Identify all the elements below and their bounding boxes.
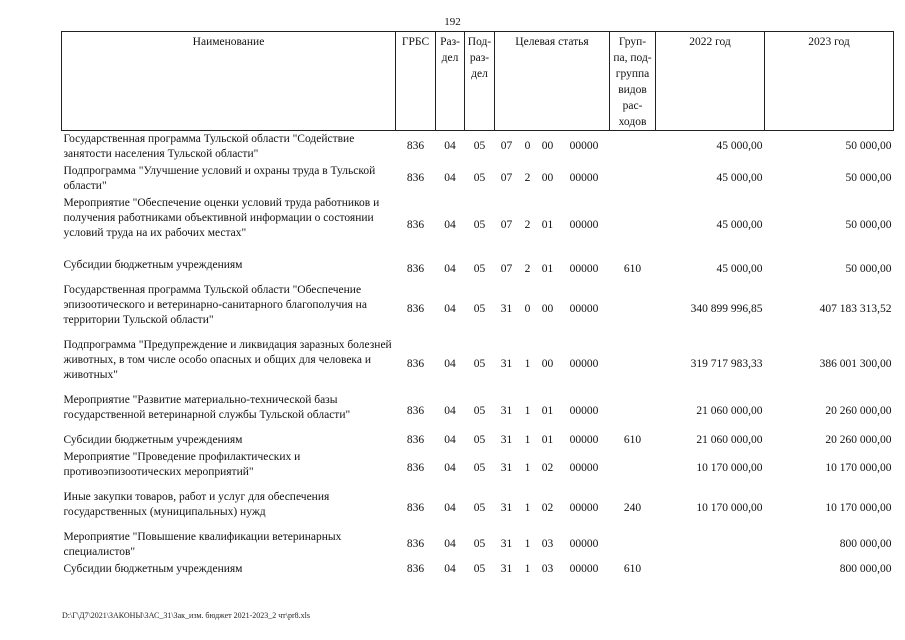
cell-target-program: 31 [500, 462, 513, 474]
cell-podrazdel: 05 [473, 357, 486, 370]
file-path-footer: D:\Г\Д7\2021\ЗАКОНЫ\ЗАС_31\Зак_изм. бюджет 2021-2023_2 чт\pr8.xls [62, 611, 311, 620]
cell-target-subprogram: 2 [524, 262, 531, 275]
cell-expense-group: 610 [623, 562, 642, 575]
cell-target-program: 31 [500, 562, 513, 575]
cell-target-measure: 01 [541, 219, 554, 231]
cell-target-subprogram: 1 [524, 405, 531, 417]
cell-2023: 50 000,00 [845, 219, 892, 231]
table-row [62, 489, 894, 529]
cell-grbs: 836 [406, 219, 425, 231]
header-group [610, 32, 656, 131]
table-body [62, 131, 894, 578]
cell-target-direction: 00000 [569, 502, 599, 514]
cell-name: Подпрограмма "Улучшение условий и охраны труда в Тульской области" [63, 164, 376, 192]
cell-target-subprogram: 1 [524, 433, 531, 446]
cell-2023: 386 001 300,00 [819, 357, 892, 370]
table-row [62, 529, 894, 561]
cell-razdel: 04 [444, 140, 456, 153]
cell-2023: 800 000,00 [839, 562, 892, 575]
cell-grbs: 836 [406, 405, 425, 417]
cell-podrazdel: 05 [473, 462, 486, 474]
cell-grbs: 836 [406, 433, 425, 446]
cell-expense-group [610, 449, 656, 489]
cell-target-direction: 00000 [569, 219, 599, 231]
cell-2022: 45 000,00 [716, 262, 763, 275]
cell-expense-group [610, 337, 656, 392]
table-row [62, 257, 894, 282]
table-row [62, 195, 894, 257]
cell-target-measure: 01 [541, 433, 554, 446]
table-row [62, 561, 894, 578]
cell-target-subprogram: 1 [524, 538, 531, 550]
cell-2022: 21 060 000,00 [696, 405, 763, 417]
cell-podrazdel: 05 [473, 219, 486, 231]
cell-target-subprogram: 1 [524, 562, 531, 575]
cell-target-direction: 00000 [569, 262, 599, 275]
cell-2023: 50 000,00 [845, 172, 892, 184]
cell-target-measure: 01 [541, 262, 554, 275]
cell-2022: 340 899 996,85 [690, 302, 763, 315]
header-razdel-text: Раз- дел [440, 36, 460, 64]
cell-target-direction: 00000 [569, 405, 599, 417]
cell-podrazdel: 05 [473, 405, 486, 417]
cell-target-program: 31 [500, 433, 513, 446]
header-2023: 2023 год [765, 32, 894, 131]
cell-target-measure: 00 [541, 140, 554, 153]
cell-grbs: 836 [406, 502, 425, 514]
cell-target-program: 07 [500, 140, 513, 153]
cell-razdel: 04 [444, 172, 456, 184]
header-target: Целевая статья [495, 32, 610, 131]
table-row [62, 131, 894, 163]
cell-name: Субсидии бюджетным учреждениям [63, 258, 243, 271]
cell-target-program: 31 [500, 538, 513, 550]
cell-target-subprogram: 2 [524, 219, 531, 231]
cell-name: Государственная программа Тульской области "Обеспечение эпизоотического и ветеринарно-санитарного благополучия на территории Тульской области" [63, 283, 367, 326]
cell-grbs: 836 [406, 357, 425, 370]
cell-name: Иные закупки товаров, работ и услуг для обеспечения государственных (муниципальных) нужд [63, 490, 330, 518]
cell-target-direction: 00000 [569, 538, 599, 550]
cell-podrazdel: 05 [473, 302, 486, 315]
cell-razdel: 04 [444, 502, 456, 514]
cell-expense-group [610, 282, 656, 337]
header-podrazdel-text: Под- раз- дел [467, 36, 492, 80]
cell-razdel: 04 [444, 405, 456, 417]
table-row [62, 163, 894, 195]
budget-table [61, 31, 894, 578]
cell-podrazdel: 05 [473, 172, 486, 184]
cell-grbs: 836 [406, 538, 425, 550]
cell-podrazdel: 05 [473, 502, 486, 514]
cell-2023: 50 000,00 [845, 262, 892, 275]
cell-target-direction: 00000 [569, 433, 599, 446]
cell-2022 [656, 561, 765, 578]
cell-razdel: 04 [444, 302, 456, 315]
cell-target-measure: 03 [541, 562, 554, 575]
cell-grbs: 836 [406, 140, 425, 153]
cell-2023: 20 260 000,00 [825, 433, 892, 446]
cell-target-program: 31 [500, 302, 513, 315]
cell-target-measure: 00 [541, 302, 554, 315]
cell-2022 [656, 529, 765, 561]
cell-expense-group [610, 529, 656, 561]
cell-name: Мероприятие "Развитие материально-технической базы государственной ветеринарной службы Тульской области" [63, 393, 351, 421]
cell-grbs: 836 [406, 262, 425, 275]
cell-target-measure: 01 [541, 405, 554, 417]
cell-target-subprogram: 1 [524, 462, 531, 474]
table-row [62, 337, 894, 392]
header-grbs: ГРБС [396, 32, 436, 131]
table-header-row [62, 32, 894, 131]
cell-2023: 10 170 000,00 [825, 502, 892, 514]
cell-name: Мероприятие "Проведение профилактических и противоэпизоотических мероприятий" [63, 450, 301, 478]
cell-2023: 407 183 313,52 [819, 302, 892, 315]
cell-expense-group: 610 [623, 262, 642, 275]
cell-razdel: 04 [444, 538, 456, 550]
header-2022: 2022 год [656, 32, 765, 131]
cell-name: Субсидии бюджетным учреждениям [63, 562, 243, 575]
cell-target-subprogram: 1 [524, 357, 531, 370]
header-group-text: Груп- па, под- группа видов рас- ходов [613, 36, 652, 128]
cell-razdel: 04 [444, 562, 456, 575]
cell-2022: 45 000,00 [716, 172, 763, 184]
cell-grbs: 836 [406, 302, 425, 315]
cell-podrazdel: 05 [473, 140, 486, 153]
cell-target-direction: 00000 [569, 562, 599, 575]
cell-target-direction: 00000 [569, 172, 599, 184]
cell-2022: 319 717 983,33 [690, 357, 763, 370]
cell-target-program: 07 [500, 219, 513, 231]
table-row [62, 392, 894, 432]
header-podrazdel [465, 32, 495, 131]
cell-expense-group [610, 195, 656, 257]
cell-2023: 20 260 000,00 [825, 405, 892, 417]
table-row [62, 432, 894, 449]
cell-target-measure: 00 [541, 172, 554, 184]
cell-target-measure: 03 [541, 538, 554, 550]
cell-target-direction: 00000 [569, 302, 599, 315]
cell-target-subprogram: 0 [524, 302, 531, 315]
cell-2022: 45 000,00 [716, 140, 763, 153]
cell-podrazdel: 05 [473, 538, 486, 550]
cell-grbs: 836 [406, 462, 425, 474]
cell-target-direction: 00000 [569, 140, 599, 153]
cell-2023: 10 170 000,00 [825, 462, 892, 474]
cell-razdel: 04 [444, 357, 456, 370]
table-row [62, 282, 894, 337]
cell-expense-group [610, 392, 656, 432]
page-number: 192 [444, 16, 461, 28]
cell-target-measure: 02 [541, 502, 554, 514]
cell-razdel: 04 [444, 219, 456, 231]
cell-name: Государственная программа Тульской области "Содействие занятости населения Тульской области" [63, 133, 355, 160]
cell-expense-group: 610 [623, 433, 642, 446]
cell-target-subprogram: 2 [524, 172, 531, 184]
cell-target-subprogram: 0 [524, 140, 531, 153]
cell-target-subprogram: 1 [524, 502, 531, 514]
cell-podrazdel: 05 [473, 433, 486, 446]
cell-razdel: 04 [444, 433, 456, 446]
cell-target-program: 31 [500, 405, 513, 417]
cell-podrazdel: 05 [473, 262, 486, 275]
table-row [62, 449, 894, 489]
cell-expense-group: 240 [623, 502, 642, 514]
cell-razdel: 04 [444, 462, 456, 474]
cell-target-program: 31 [500, 502, 513, 514]
cell-2023: 800 000,00 [839, 538, 892, 550]
cell-grbs: 836 [406, 562, 425, 575]
header-name: Наименование [62, 32, 396, 131]
cell-grbs: 836 [406, 172, 425, 184]
cell-target-measure: 00 [541, 357, 554, 370]
cell-expense-group [610, 131, 656, 163]
cell-name: Мероприятие "Обеспечение оценки условий труда работников и получения работниками объективной информации о состоянии условий труда на их рабочих местах" [63, 196, 380, 239]
cell-target-direction: 00000 [569, 357, 599, 370]
cell-target-direction: 00000 [569, 462, 599, 474]
cell-name: Субсидии бюджетным учреждениям [63, 433, 243, 446]
cell-razdel: 04 [444, 262, 456, 275]
cell-target-measure: 02 [541, 462, 554, 474]
cell-name: Мероприятие "Повышение квалификации ветеринарных специалистов" [63, 530, 342, 558]
cell-expense-group [610, 163, 656, 195]
cell-target-program: 07 [500, 262, 513, 275]
cell-target-program: 31 [500, 357, 513, 370]
cell-target-program: 07 [500, 172, 513, 184]
cell-2022: 21 060 000,00 [696, 433, 763, 446]
cell-2022: 45 000,00 [716, 219, 763, 231]
cell-name: Подпрограмма "Предупреждение и ликвидация заразных болезней животных, в том числе особо опасных и общих для человека и животных" [63, 338, 392, 381]
header-razdel [436, 32, 465, 131]
cell-2022: 10 170 000,00 [696, 502, 763, 514]
cell-2023: 50 000,00 [845, 140, 892, 153]
cell-2022: 10 170 000,00 [696, 462, 763, 474]
cell-podrazdel: 05 [473, 562, 486, 575]
